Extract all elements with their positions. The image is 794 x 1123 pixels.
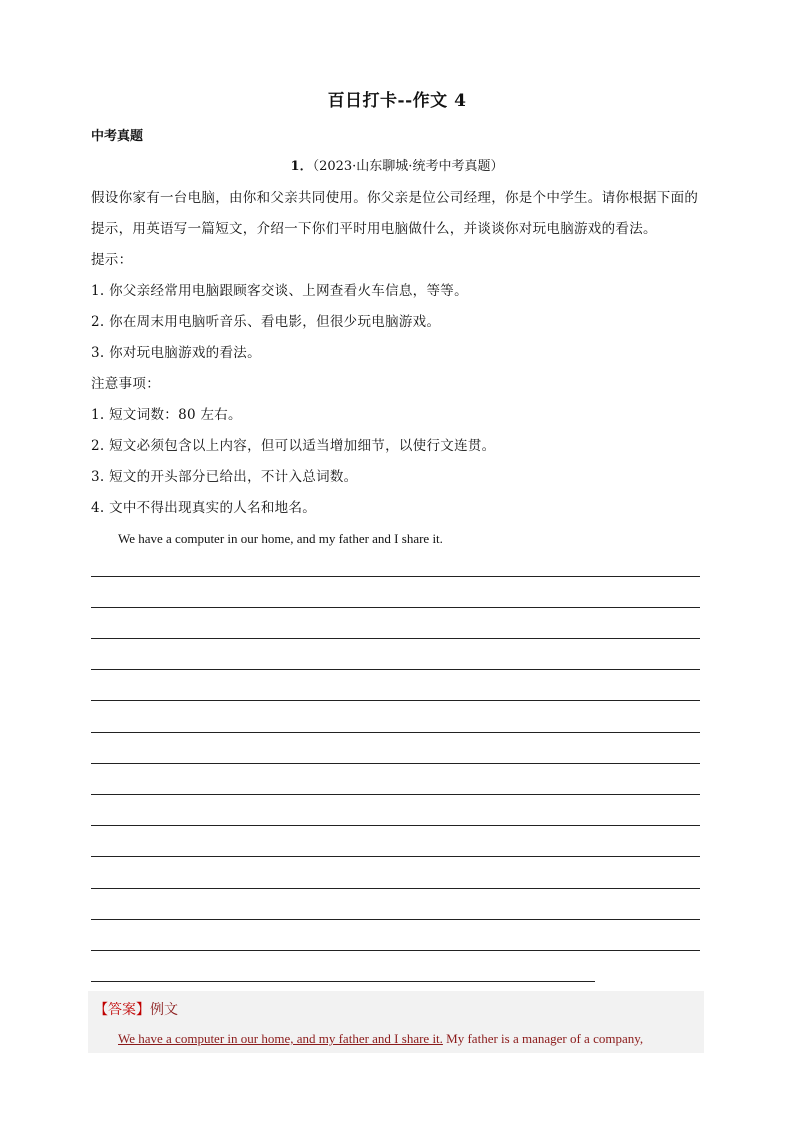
writing-line	[91, 919, 700, 920]
writing-line	[91, 888, 700, 889]
note-item: 2. 短文必须包含以上内容，但可以适当增加细节，以使行文连贯。	[91, 438, 496, 454]
question-header	[0, 155, 794, 174]
hints-label: 提示：	[91, 252, 133, 268]
writing-line	[91, 607, 700, 608]
answer-bracket-open: 【	[94, 1002, 108, 1018]
writing-line	[91, 981, 595, 982]
essay-starter: We have a computer in our home, and my father and I share it.	[118, 531, 443, 546]
answer-starter-underlined: We have a computer in our home, and my father and I share it.	[118, 1031, 443, 1046]
writing-line	[91, 576, 700, 577]
writing-line	[91, 950, 700, 951]
answer-label: 例文	[150, 1002, 178, 1018]
writing-line	[91, 700, 700, 701]
writing-line	[91, 794, 700, 795]
notes-label: 注意事项：	[91, 376, 160, 392]
hint-item: 1. 你父亲经常用电脑跟顾客交谈、上网查看火车信息，等等。	[91, 283, 468, 299]
writing-line	[91, 732, 700, 733]
prompt-line: 提示，用英语写一篇短文，介绍一下你们平时用电脑做什么，并谈谈你对玩电脑游戏的看法。	[91, 221, 657, 237]
answer-header	[94, 999, 178, 1019]
prompt-line: 假设你家有一台电脑，由你和父亲共同使用。你父亲是位公司经理，你是个中学生。请你根据下面的	[91, 190, 699, 206]
answer-bracket-close: 】	[136, 1002, 150, 1018]
writing-line	[91, 763, 700, 764]
answer-continuation: My father is a manager of a company,	[442, 1031, 644, 1046]
note-item: 4. 文中不得出现真实的人名和地名。	[91, 500, 317, 516]
writing-line	[91, 825, 700, 826]
answer-box	[88, 991, 704, 1053]
hint-item: 2. 你在周末用电脑听音乐、看电影，但很少玩电脑游戏。	[91, 314, 441, 330]
question-number: 1．	[290, 159, 313, 174]
answer-text	[118, 1031, 643, 1047]
writing-line	[91, 638, 700, 639]
section-label: 中考真题	[91, 129, 144, 144]
page-title: 百日打卡--作文 4	[327, 91, 467, 111]
answer-tag: 答案	[108, 1002, 136, 1018]
writing-line	[91, 669, 700, 670]
note-item: 1. 短文词数：80 左右。	[91, 407, 242, 423]
hint-item: 3. 你对玩电脑游戏的看法。	[91, 345, 261, 361]
question-source: （2023·山东聊城·统考中考真题）	[312, 159, 504, 174]
note-item: 3. 短文的开头部分已给出，不计入总词数。	[91, 469, 358, 485]
writing-line	[91, 856, 700, 857]
